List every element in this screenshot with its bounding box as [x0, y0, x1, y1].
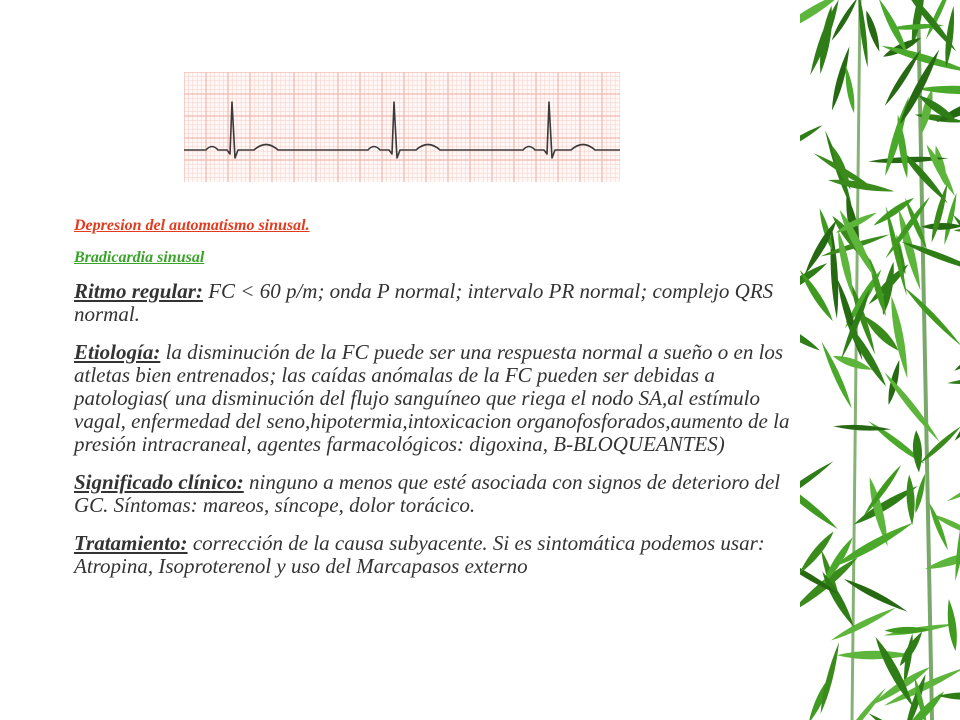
term-label: Tratamiento: [74, 531, 188, 555]
bamboo-decoration [800, 0, 960, 720]
heading-text: Depresion del automatismo sinusal. [74, 217, 310, 234]
heading-text: Bradicardia sinusal [74, 249, 205, 266]
bullet-list [30, 216, 800, 593]
heading-bradicardia [30, 248, 800, 268]
term-label: Etiología: [74, 340, 161, 364]
item-significado-clinico [30, 471, 800, 517]
item-text: FC < 60 p/m; onda P normal; intervalo PR normal; complejo QRS normal. [74, 279, 774, 326]
item-ritmo-regular [30, 280, 800, 326]
item-etiologia [30, 341, 800, 456]
item-tratamiento [30, 532, 800, 578]
item-text: ninguno a menos que esté asociada con signos de deterioro del GC. Síntomas: mareos, síncope, dolor torácico. [74, 470, 781, 517]
item-text: corrección de la causa subyacente. Si es sintomática podemos usar: Atropina, Isoproterenol y uso del Marcapasos externo [74, 531, 765, 578]
heading-depresion [30, 216, 800, 236]
term-label: Ritmo regular: [74, 279, 203, 303]
ecg-strip-image [184, 72, 620, 182]
term-label: Significado clínico: [74, 470, 244, 494]
item-text: la disminución de la FC puede ser una respuesta normal a sueño o en los atletas bien entrenados; las caídas anómalas de la FC pueden ser debidas a patologias( una disminución del flujo sanguíneo que riega el nodo SA,al estímulo vagal, enfermedad del seno,hipotermia,intoxicacion organofosforados,aumento de la presión intracraneal, agentes farmacológicos: digoxina, B-BLOQUEANTES) [74, 340, 790, 456]
